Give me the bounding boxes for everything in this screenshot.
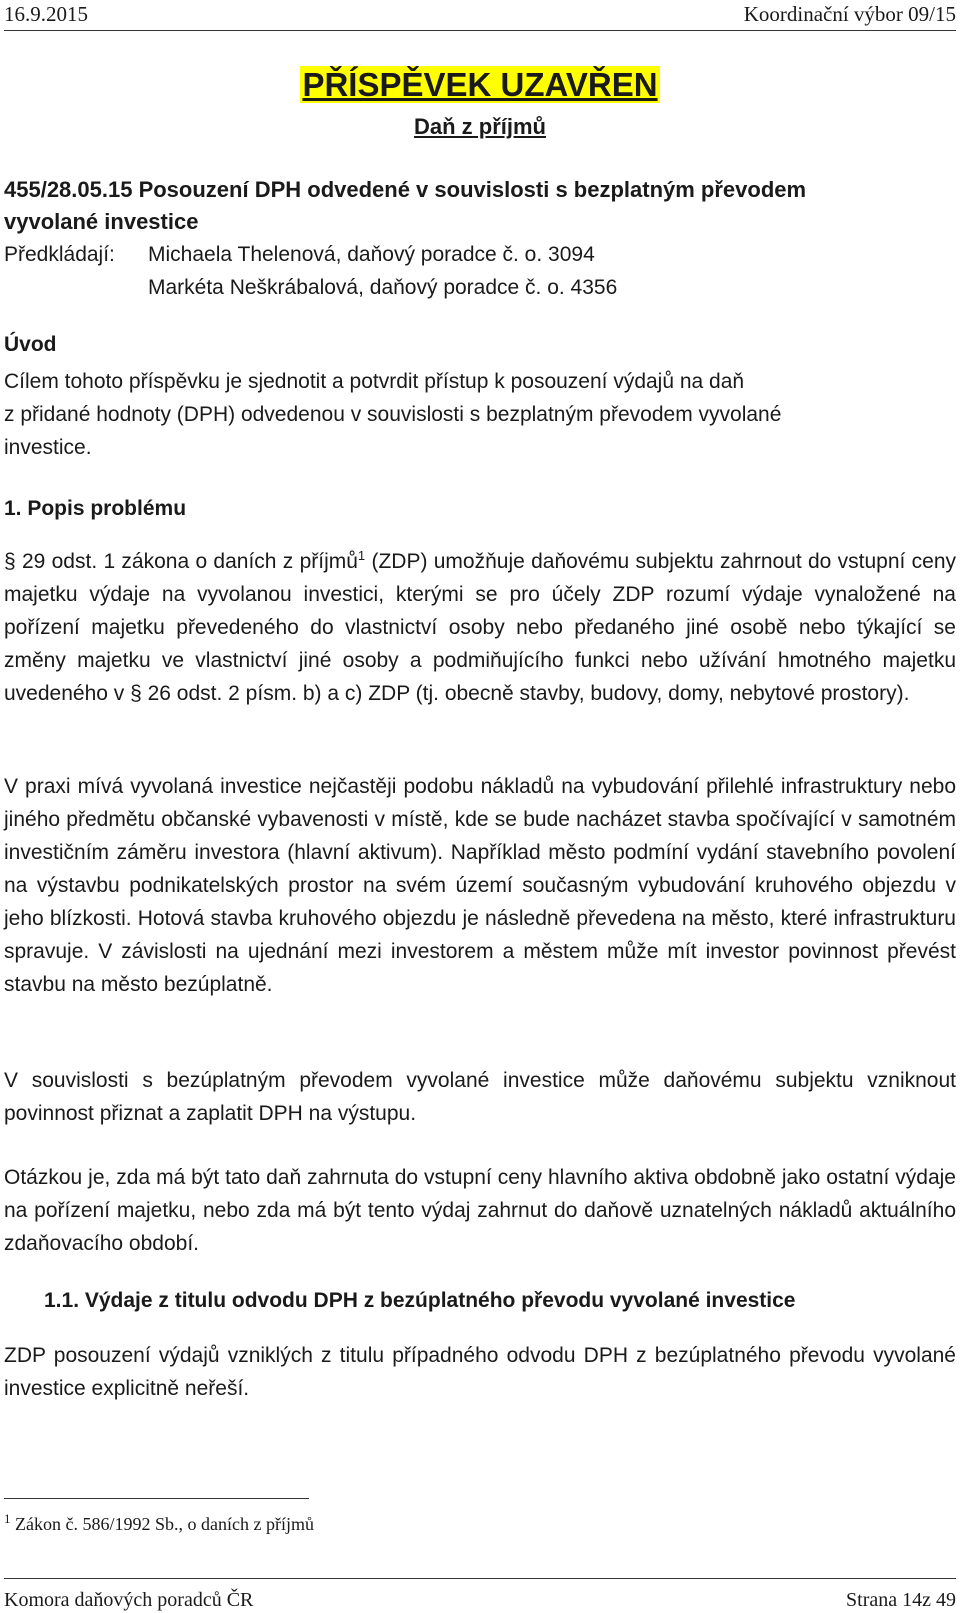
header-committee: Koordinační výbor 09/15 [743,2,956,26]
title-line-1: 455/28.05.15 Posouzení DPH odvedené v souvislosti s bezplatným převodem [4,177,807,202]
intro-text [4,365,956,464]
header-date: 16.9.2015 [4,2,88,26]
document-title [4,174,956,238]
section-1-paragraph-3: V souvislosti s bezúplatným převodem vyvolané investice může daňovému subjektu vzniknout povinnost přiznat a zaplatit DPH na výstupu. [4,1069,956,1125]
section-1-heading: 1. Popis problému [4,497,187,520]
footer-page-number: Strana 14z 49 [846,1589,956,1611]
intro-line-3: investice. [4,436,92,459]
paragraph-1-start: § 29 odst. 1 zákona o daních z příjmů [4,550,358,573]
intro-line-2: z přidané hodnoty (DPH) odvedenou v souvislosti s bezplatným převodem vyvolané [4,403,782,426]
presenters [4,238,956,304]
paragraph-1-rest: (ZDP) umožňuje daňovému subjektu zahrnout do vstupní ceny majetku výdaje na vyvolanou investici, kterými se pro účely ZDP rozumí výdaje vynaložené na pořízení majetku převedeného do vlastnictví osoby nebo předaného jiné osobě nebo týkající se změny majetku ve vlastnictví jiné osoby a podmiňujícího funkci nebo užívání hmotného majetku uvedeného v § 26 odst. 2 písm. b) a c) ZDP (tj. obecně stavby, budovy, domy, nebytové prostory). [4,550,957,705]
page-footer [4,1578,956,1613]
footnote-number: 1 [4,1511,11,1526]
footer-organization: Komora daňových poradců ČR [4,1589,254,1611]
presenter-1: Michaela Thelenová, daňový poradce č. o. 3094 [148,243,595,266]
section-1-1-heading: 1.1. Výdaje z titulu odvodu DPH z bezúplatného převodu vyvolané investice [44,1289,796,1312]
section-1-paragraph-1 [4,545,956,710]
closed-stamp-text: PŘÍSPĚVEK UZAVŘEN [302,66,658,103]
section-1-paragraph-4: Otázkou je, zda má být tato daň zahrnuta do vstupní ceny hlavního aktiva obdobně jako ostatní výdaje na pořízení majetku, nebo zda má být tento výdaj zahrnut do daňově uznatelných nákladů aktuálního zdaňovacího období. [4,1166,956,1255]
intro-heading: Úvod [4,333,57,356]
footnote-text: Zákon č. 586/1992 Sb., o daních z příjmů [10,1514,314,1534]
footnote-reference: 1 [357,548,366,563]
intro-line-1: Cílem tohoto příspěvku je sjednotit a potvrdit přístup k posouzení výdajů na daň [4,370,745,393]
title-line-2: vyvolané investice [4,209,199,234]
page-header [4,0,956,31]
footnote [4,1511,314,1535]
closed-stamp [0,66,960,104]
presenter-2: Markéta Neškrábalová, daňový poradce č. o. 4356 [148,276,618,299]
section-1-1-paragraph: ZDP posouzení výdajů vzniklých z titulu případného odvodu DPH z bezúplatného převodu vyvolané investice explicitně neřeší. [4,1344,956,1400]
footnote-divider [4,1498,309,1499]
document-subtitle: Daň z příjmů [413,114,546,139]
presenters-label: Předkládají: [4,243,115,266]
section-1-paragraph-2: V praxi mívá vyvolaná investice nejčastěji podobu nákladů na vybudování přilehlé infrastruktury nebo jiného předmětu občanské vybavenosti v místě, kde se bude nacházet stavba spočívající v samotném investičním záměru investora (hlavní aktivum). Například město podmíní vydání stavebního povolení na výstavbu podnikatelských prostor na svém území současným vybudování kruhového objezdu v jeho blízkosti. Hotová stavba kruhového objezdu je následně převedena na město, které infrastrukturu spravuje. V závislosti na ujednání mezi investorem a městem může mít investor povinnost převést stavbu na město bezúplatně. [4,775,956,996]
